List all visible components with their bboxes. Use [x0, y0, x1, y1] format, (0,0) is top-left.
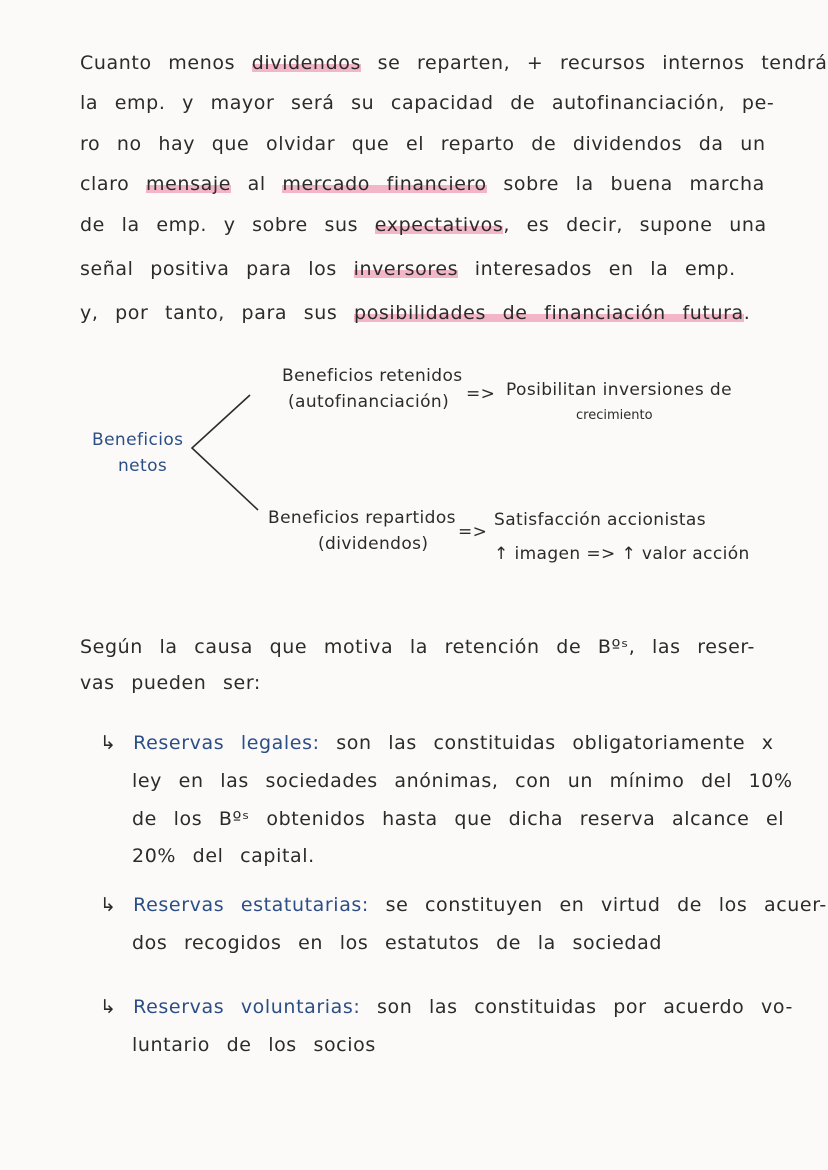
text: son las constituidas por acuerdo vo-: [360, 996, 793, 1018]
retained-result: Posibilitan inversiones de: [506, 380, 732, 400]
item-line: luntario de los socios: [132, 1034, 376, 1056]
item-title: Reservas estatutarias:: [133, 894, 369, 916]
highlighted-text: inversores: [353, 258, 459, 280]
arrow-marker-icon: ↳: [100, 996, 117, 1018]
text: al: [230, 173, 283, 195]
text: Cuanto menos: [80, 52, 252, 74]
text: , es decir, supone una: [503, 214, 767, 236]
highlighted-text: mercado financiero: [282, 173, 487, 195]
distributed-sublabel: (dividendos): [318, 534, 429, 554]
paragraph-line: ro no hay que olvidar que el reparto de dividendos da un: [80, 133, 766, 155]
reserve-item-statutory: [100, 894, 827, 916]
item-title: Reservas voluntarias:: [133, 996, 361, 1018]
item-line: dos recogidos en los estatutos de la sociedad: [132, 932, 662, 954]
paragraph-line: la emp. y mayor será su capacidad de autofinanciación, pe-: [80, 92, 775, 114]
retained-sublabel: (autofinanciación): [288, 392, 450, 412]
text: claro: [80, 173, 147, 195]
item-line: 20% del capital.: [132, 845, 315, 867]
root-label-line1: Beneficios: [92, 430, 184, 450]
text: .: [743, 302, 751, 324]
distributed-result: Satisfacción accionistas: [494, 510, 706, 530]
highlighted-text: expectativos: [374, 214, 504, 236]
paragraph-line: Según la causa que motiva la retención de Bºˢ, las reser-: [80, 636, 756, 658]
item-title: Reservas legales:: [133, 732, 320, 754]
arrow-marker-icon: ↳: [100, 894, 117, 916]
text: sobre la buena marcha: [486, 173, 765, 195]
reserve-item-voluntary: [100, 996, 793, 1018]
paragraph-line: vas pueden ser:: [80, 672, 261, 694]
item-line: de los Bºˢ obtenidos hasta que dicha reserva alcance el: [132, 808, 785, 830]
root-label-line2: netos: [118, 456, 168, 476]
retained-label: Beneficios retenidos: [282, 366, 463, 386]
distributed-label: Beneficios repartidos: [268, 508, 456, 528]
retained-result-2: crecimiento: [576, 408, 653, 423]
highlighted-text: posibilidades de financiación futura: [354, 302, 744, 324]
arrow: =>: [466, 384, 496, 404]
reserve-item-legal: [100, 732, 774, 754]
text: se reparten, + recursos internos tendrá: [360, 52, 828, 74]
text: interesados en la emp.: [458, 258, 736, 280]
arrow: =>: [458, 522, 488, 542]
arrow-marker-icon: ↳: [100, 732, 117, 754]
text: señal positiva para los: [80, 258, 354, 280]
highlighted-text: mensaje: [146, 173, 231, 195]
text: de la emp. y sobre sus: [80, 214, 375, 236]
text: se constituyen en virtud de los acuer-: [368, 894, 827, 916]
highlighted-text: dividendos: [251, 52, 361, 74]
text: y, por tanto, para sus: [80, 302, 355, 324]
distributed-result-2: ↑ imagen => ↑ valor acción: [494, 544, 750, 564]
item-line: ley en las sociedades anónimas, con un mínimo del 10%: [132, 770, 793, 792]
text: son las constituidas obligatoriamente x: [319, 732, 774, 754]
